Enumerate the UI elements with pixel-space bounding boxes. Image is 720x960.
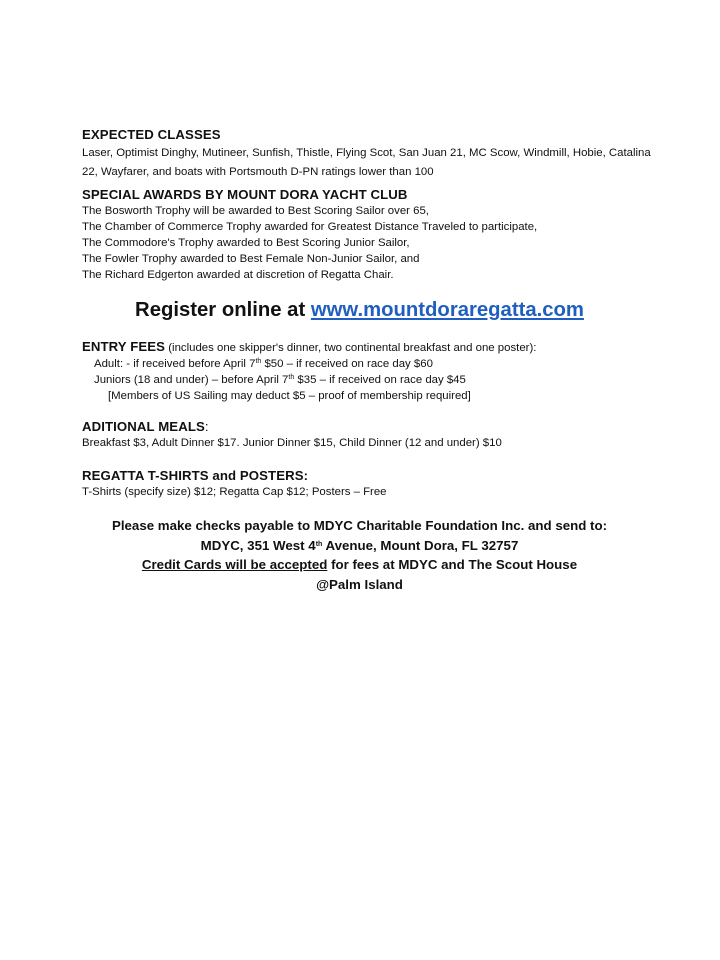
tshirts-posters-text: T-Shirts (specify size) $12; Regatta Cap $12; Posters – Free (82, 486, 387, 498)
document-content (82, 127, 662, 594)
entry-fees-heading-line (82, 339, 662, 356)
award-line-edgerton: The Richard Edgerton awarded at discretion of Regatta Chair. (82, 269, 394, 281)
special-awards-heading: SPECIAL AWARDS BY MOUNT DORA YACHT CLUB (82, 187, 408, 202)
award-line-bosworth: The Bosworth Trophy will be awarded to Best Scoring Sailor over 65, (82, 205, 429, 217)
award-line-chamber: The Chamber of Commerce Trophy awarded for Greatest Distance Traveled to participate, (82, 221, 538, 233)
adult-fee-text-a: Adult: - if received before April 7 (94, 358, 256, 370)
junior-fee-text-a: Juniors (18 and under) – before April 7 (94, 374, 289, 386)
members-discount-line: [Members of US Sailing may deduct $5 – proof of membership required] (108, 390, 471, 402)
adult-fee-text-b: $50 – if received on race day $60 (261, 358, 433, 370)
special-awards-section (82, 187, 662, 283)
junior-fee-superscript: th (288, 374, 295, 381)
additional-meals-heading: ADITIONAL MEALS (82, 419, 205, 434)
junior-fee-text-b: $35 – if received on race day $45 (294, 374, 466, 386)
tshirts-posters-heading: REGATTA T-SHIRTS and POSTERS: (82, 468, 309, 483)
additional-meals-text: Breakfast $3, Adult Dinner $17. Junior Dinner $15, Child Dinner (12 and under) $10 (82, 437, 502, 449)
payment-line-checks: Please make checks payable to MDYC Charitable Foundation Inc. and send to: (111, 518, 608, 533)
register-link[interactable]: www.mountdoraregatta.com (310, 299, 584, 321)
credit-cards-accepted: Credit Cards will be accepted (141, 557, 328, 572)
entry-fees-heading: ENTRY FEES (82, 339, 166, 354)
address-text-b: Avenue, Mount Dora, FL 32757 (322, 537, 519, 553)
tshirts-posters-section (82, 468, 662, 500)
additional-meals-colon: : (204, 419, 209, 434)
adult-fee-superscript: th (255, 358, 262, 365)
entry-fees-note: (includes one skipper's dinner, two continental breakfast and one poster): (168, 342, 537, 354)
junior-fee-line (82, 372, 662, 388)
address-superscript: th (315, 540, 323, 548)
expected-classes-section (82, 127, 662, 182)
register-online-line (82, 297, 637, 323)
additional-meals-heading-line (82, 419, 662, 435)
award-line-fowler: The Fowler Trophy awarded to Best Female Non-Junior Sailor, and (82, 253, 420, 265)
payment-instructions (82, 516, 637, 594)
entry-fees-section (82, 339, 662, 404)
payment-line-credit-cards (82, 555, 637, 575)
expected-classes-heading: EXPECTED CLASSES (82, 127, 221, 142)
expected-classes-text: Laser, Optimist Dinghy, Mutineer, Sunfish, Thistle, Flying Scot, San Juan 21, MC Scow, Windmill, Hobie, Catalina 22, Wayfarer, and boats with Portsmouth D-PN ratings lower than 100 (82, 147, 651, 178)
payment-line-palm-island: @Palm Island (316, 576, 403, 592)
address-text-a: MDYC, 351 West 4 (200, 537, 316, 553)
award-line-commodore: The Commodore's Trophy awarded to Best Scoring Junior Sailor, (82, 237, 410, 249)
adult-fee-line (82, 356, 662, 372)
register-prefix: Register online at (135, 299, 306, 321)
credit-cards-rest: for fees at MDYC and The Scout House (327, 557, 578, 572)
payment-line-address (82, 536, 637, 556)
additional-meals-section (82, 419, 662, 451)
